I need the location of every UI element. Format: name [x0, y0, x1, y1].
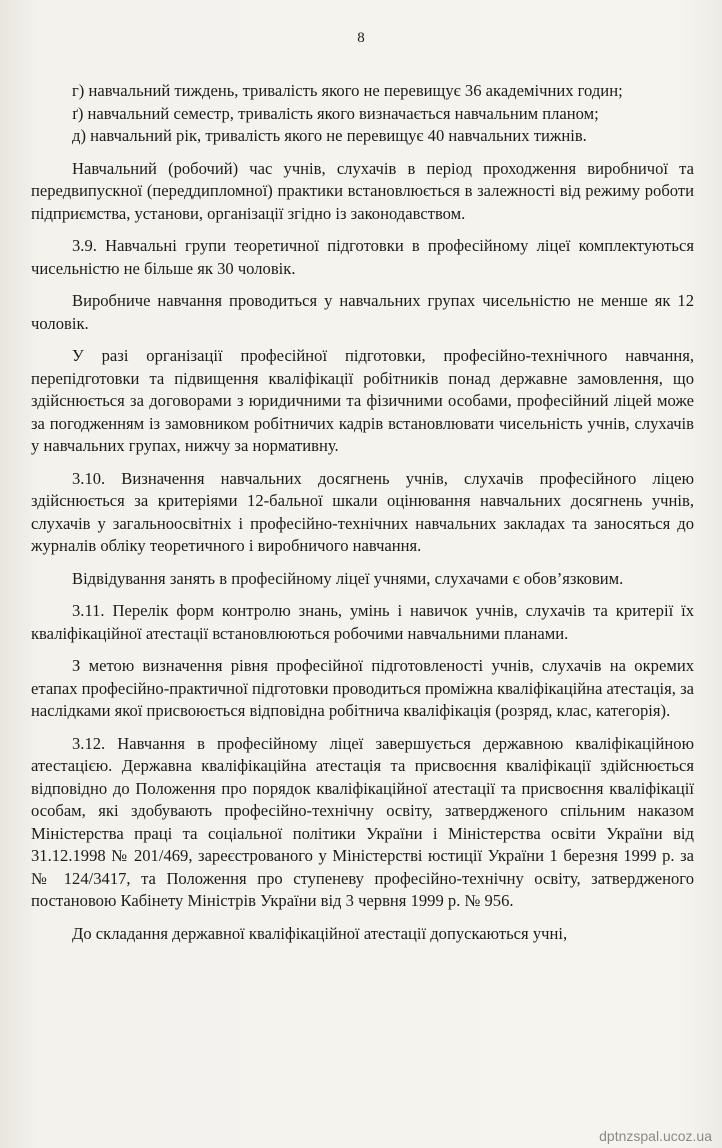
- paragraph: Відвідування занять в професійному ліцеї учнями, слухачами є обов’язковим.: [72, 568, 624, 588]
- paragraph: З метою визначення рівня професійної підготовленості учнів, слухачів на окремих етапах професійно-практичної підготовки проводиться проміжна кваліфікаційна атестація, за наслідками якої присвоюється відповідна робітнича кваліфікація (розряд, клас, категорія).: [31, 656, 694, 720]
- paragraph: 3.9. Навчальні групи теоретичної підготовки в професійному ліцеї комплектуються чисельністю не більше як 30 чоловік.: [31, 236, 694, 278]
- paragraph: 3.10. Визначення навчальних досягнень учнів, слухачів професійного ліцею здійснюється за критеріями 12-бальної шкали оцінювання навчальних досягнень учнів, слухачів у загальноосвітніх і професійно-технічних навчальних закладах та заносяться до журналів обліку теоретичного і виробничого навчання.: [31, 468, 694, 555]
- paragraph: ґ) навчальний семестр, тривалість якого визначається навчальним планом;: [72, 103, 599, 123]
- page-number: 8: [357, 30, 365, 46]
- paragraph: Виробниче навчання проводиться у навчальних групах чисельністю не менше як 12 чоловік.: [31, 291, 694, 333]
- paragraph: Навчальний (робочий) час учнів, слухачів в період проходження виробничої та передвипускної (переддипломної) практики встановлюється в залежності від режиму роботи підприємства, установи, організації згідно із законодавством.: [31, 158, 694, 223]
- paragraph: 3.11. Перелік форм контролю знань, умінь і навичок учнів, слухачів та критерії їх кваліфікаційної атестації встановлюються робочими навчальними планами.: [31, 601, 694, 643]
- paragraph: д) навчальний рік, тривалість якого не перевищує 40 навчальних тижнів.: [72, 126, 587, 145]
- paragraph: У разі організації професійної підготовки, професійно-технічного навчання, перепідготовки та підвищення кваліфікації робітників понад державне замовлення, що здійснюється за договорами з юридичними та фізичними особами, професійний ліцей може за погодженням із замовником робітничих кадрів встановлювати чисельність учнів, слухачів у навчальних групах, нижчу за нормативну.: [31, 346, 694, 455]
- paragraph: г) навчальний тиждень, тривалість якого не перевищує 36 академічних годин;: [72, 81, 623, 100]
- page-body: [31, 80, 694, 955]
- site-watermark: dptnzspal.ucoz.ua: [599, 1128, 712, 1144]
- paragraph: 3.12. Навчання в професійному ліцеї завершується державною кваліфікаційною атестацією. Державна кваліфікаційна атестація та присвоєння кваліфікації здійснюється відповідно до Положення про порядок кваліфікаційної атестації та присвоєння кваліфікації особам, які здобувають професійно-технічну освіту, затвердженого спільним наказом Міністерства праці та соціальної політики України і Міністерства освіти України від 31.12.1998 № 201/469, зареєстрованого у Міністерстві юстиції України 1 березня 1999 р. за № 124/3417, та Положення про ступеневу професійно-технічну освіту, затвердженого постановою Кабінету Міністрів України від 3 червня 1999 р. № 956.: [31, 733, 694, 910]
- paragraph: До складання державної кваліфікаційної атестації допускаються учні,: [72, 923, 568, 943]
